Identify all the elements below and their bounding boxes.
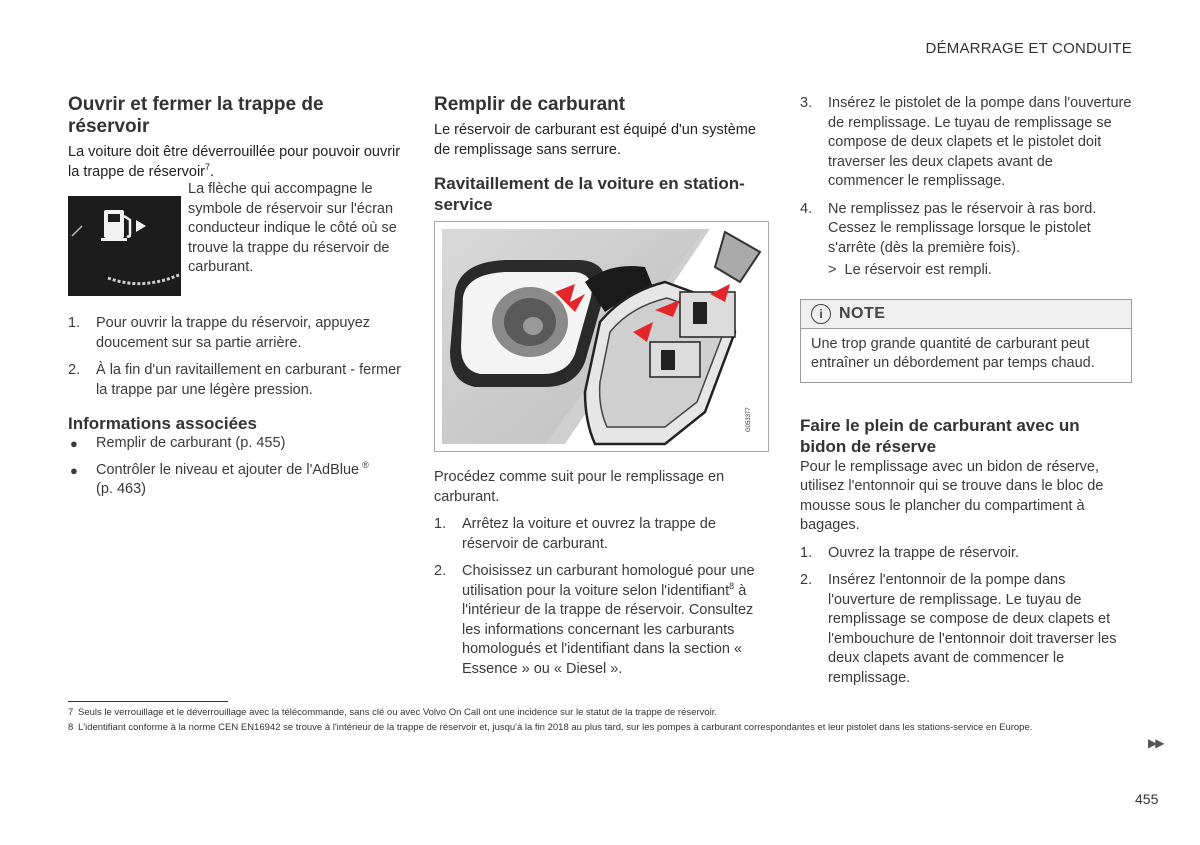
related-link-adblue[interactable]: ● Contrôler le niveau et ajouter de l'AdBlue ® (p. 463)	[70, 459, 369, 497]
fuel-door-intro	[68, 143, 403, 182]
refuel-steps	[434, 515, 769, 679]
heading-reserve-can: Faire le plein de carburant avec un bidon de réserve	[800, 415, 1080, 456]
refuel-steps-continued	[800, 94, 1132, 258]
refuel-illustration	[434, 221, 769, 452]
refuel-result	[800, 261, 1132, 281]
list-item: 1. Arrêtez la voiture et ouvrez la trappe de réservoir de carburant.	[434, 516, 716, 552]
result-text: Le réservoir est rempli.	[844, 262, 992, 278]
related-info-heading: Informations associées	[68, 414, 257, 433]
list-item: 1. Ouvrez la trappe de réservoir.	[800, 544, 1020, 561]
related-info-list	[68, 434, 403, 500]
fuel-door-intro-text: La voiture doit être déverrouillée pour pouvoir ouvrir la trappe de réservoir	[68, 144, 401, 180]
section-header: DÉMARRAGE ET CONDUITE	[925, 40, 1132, 57]
list-item: 3. Insérez le pistolet de la pompe dans l'ouverture de remplissage. Le tuyau de remplissage se compose de deux clapets et le pistolet doit traverser les deux clapets avant de commencer le remplissage.	[800, 95, 1132, 189]
note-text: Une trop grande quantité de carburant peut entraîner un débordement par temps chaud.	[811, 335, 1095, 371]
list-item: 2. Choisissez un carburant homologué pour une utilisation pour la voiture selon l'identifiant$^8$ à l'intérieur de la trappe de réservoir. Consultez les informations concernant les carburants homologués et l'identifiant dans la section « Essence » ou « Diesel ».	[434, 563, 755, 677]
note-title: NOTE	[839, 304, 886, 322]
footnote-7: 7 Seuls le verrouillage et le déverrouillage avec la télécommande, sans clé ou avec Volvo On Call ont une incidence sur le statut de la trappe de réservoir.	[68, 707, 717, 718]
column-fuel-door	[68, 94, 403, 500]
reserve-can-steps	[800, 544, 1132, 689]
fuel-door-intro-end: .	[210, 163, 215, 180]
figure-code: G053377	[746, 407, 752, 432]
list-item: 2. À la fin d'un ravitaillement en carburant - fermer la trappe par une légère pression.	[68, 362, 401, 398]
list-item: 2. Insérez l'entonnoir de la pompe dans l'ouverture de remplissage. Le tuyau de remplissage se compose de deux clapets et l'embouchure de l'entonnoir doit traverser les deux clapets avant de commencer le remplissage.	[800, 572, 1117, 686]
heading-station-refuel: Ravitaillement de la voiture en station-service	[434, 174, 745, 214]
column-refuel-continued	[800, 94, 1132, 688]
footnote-ref-7[interactable]: 7	[205, 161, 211, 172]
result-arrow: >	[828, 262, 837, 278]
footnotes	[68, 701, 1138, 734]
note-body	[801, 329, 1131, 382]
heading-fuel-door: Ouvrir et fermer la trappe de réservoir	[68, 94, 324, 137]
footnote-rule	[68, 701, 228, 702]
note-header	[801, 300, 1131, 329]
refuel-procedure-intro: Procédez comme suit pour le remplissage en carburant.	[434, 469, 725, 505]
fuel-door-steps	[68, 314, 403, 400]
reserve-can-intro: Pour le remplissage avec un bidon de réserve, utilisez l'entonnoir qui se trouve dans le bloc de mousse sous le plancher du compartiment à bagages.	[800, 458, 1104, 533]
info-icon: i	[811, 304, 831, 324]
note-box	[800, 299, 1132, 383]
page-number: 455	[1135, 791, 1159, 807]
fuel-pump-icon	[68, 196, 181, 296]
fuel-gauge-image	[68, 196, 181, 296]
gauge-illustration-row	[68, 182, 403, 296]
refuel-intro: Le réservoir de carburant est équipé d'un système de remplissage sans serrure.	[434, 122, 756, 158]
list-item: 4. Ne remplissez pas le réservoir à ras bord. Cessez le remplissage lorsque le pistolet s'arrête (dès la première fois).	[800, 200, 1097, 256]
footnote-8: 8 L'identifiant conforme à la norme CEN EN16942 se trouve à l'intérieur de la trappe de réservoir et, jusqu'à la fin 2018 au plus tard, sur les pompes à carburant correspondantes et leur pistolet dans les stations-service en Europe.	[68, 722, 1033, 733]
footnote-ref-8[interactable]: 8	[729, 580, 735, 591]
continue-arrows-icon[interactable]: ▶▶	[1148, 736, 1163, 750]
list-item: 1. Pour ouvrir la trappe du réservoir, appuyez doucement sur sa partie arrière.	[68, 315, 371, 351]
gauge-side-text: La flèche qui accompagne le symbole de réservoir sur l'écran conducteur indique le côté où se trouve la trappe du réservoir de carburant.	[188, 181, 397, 275]
column-refuel	[434, 94, 769, 679]
related-link-refuel[interactable]: ● Remplir de carburant (p. 455)	[70, 435, 286, 451]
refuel-nozzle-image	[435, 222, 768, 451]
heading-refuel: Remplir de carburant	[434, 94, 626, 115]
